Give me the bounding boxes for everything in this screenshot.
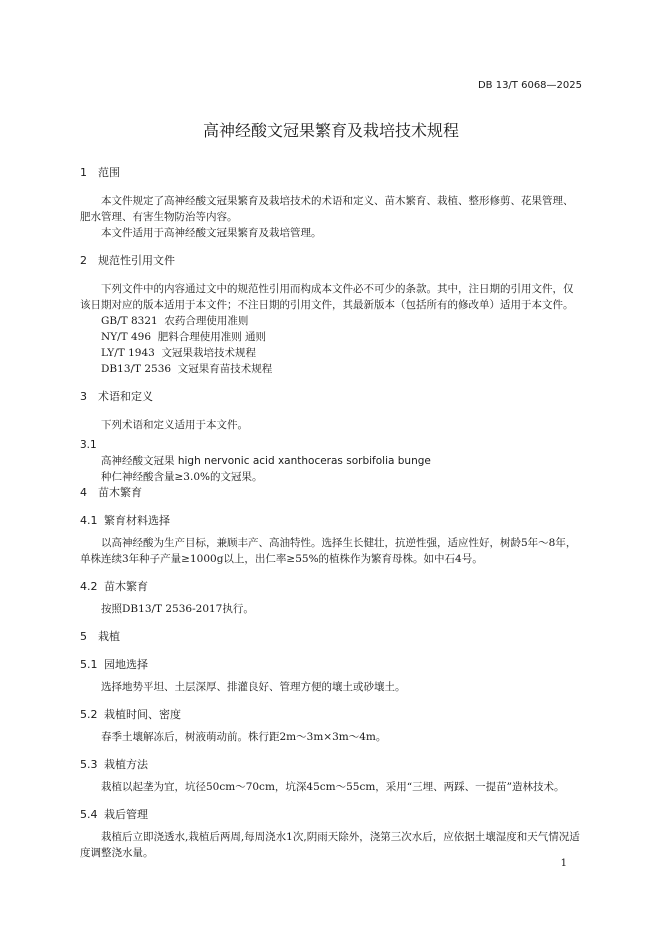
section-1-heading [80, 165, 582, 181]
subsection-5-4-heading [80, 807, 582, 823]
subsection-title: 繁育材料选择 [104, 514, 170, 527]
section-number: 3 [80, 390, 87, 403]
term-number: 3.1 [80, 439, 97, 451]
paragraph: 下列文件中的内容通过文中的规范性引用而构成本文件必不可少的条款。其中，注日期的引用文件，仅该日期对应的版本适用于本文件；不注日期的引用文件，其最新版本（包括所有的修改单）适用于本文件。 [80, 283, 574, 311]
paragraph: 栽植以起垄为宜，坑径50cm～70cm，坑深45cm～55cm，采用“三埋、两踩、一提苗”造林技术。 [101, 781, 565, 793]
paragraph: 下列术语和定义适用于本文件。 [101, 419, 248, 431]
paragraph: 春季土壤解冻后，树液萌动前。株行距2m～3m×3m～4m。 [101, 731, 387, 743]
subsection-number: 4.2 [80, 580, 98, 593]
subsection-title: 栽植时间、密度 [104, 708, 181, 721]
paragraph: 本文件规定了高神经酸文冠果繁育及栽培技术的术语和定义、苗木繁育、栽植、整形修剪、花果管理、肥水管理、有害生物防治等内容。 [80, 195, 574, 223]
subsection-number: 5.1 [80, 658, 98, 671]
section-title: 规范性引用文件 [98, 254, 175, 267]
subsection-title: 栽植方法 [104, 758, 148, 771]
section-3-heading [80, 389, 582, 405]
section-5-heading [80, 629, 582, 645]
subsection-number: 5.2 [80, 708, 98, 721]
section-number: 2 [80, 254, 87, 267]
subsection-5-3-heading [80, 757, 582, 773]
paragraph: 以高神经酸为生产目标，兼顾丰产、高油特性。选择生长健壮，抗逆性强，适应性好，树龄5年～8年，单株连续3年种子产量≥1000g以上，出仁率≥55%的植株作为繁育母株。如中石4号。 [80, 537, 577, 565]
paragraph: 本文件适用于高神经酸文冠果繁育及栽培管理。 [101, 227, 322, 239]
section-2-heading [80, 253, 582, 269]
subsection-4-1-heading [80, 513, 582, 529]
reference-item: GB/T 8321 农药合理使用准则 [101, 315, 249, 327]
section-4-heading [80, 485, 582, 501]
subsection-title: 园地选择 [104, 658, 148, 671]
page-title: 高神经酸文冠果繁育及栽培技术规程 [202, 121, 459, 140]
reference-item: NY/T 496 肥料合理使用准则 通则 [101, 331, 267, 343]
subsection-number: 5.4 [80, 808, 98, 821]
section-title: 苗木繁育 [98, 486, 142, 499]
section-title: 术语和定义 [98, 390, 153, 403]
term-definition: 种仁神经酸含量≥3.0%的文冠果。 [101, 471, 263, 483]
paragraph: 按照DB13/T 2536-2017执行。 [101, 603, 254, 615]
reference-item: LY/T 1943 文冠果栽培技术规程 [101, 347, 257, 359]
subsection-number: 5.3 [80, 758, 98, 771]
section-number: 5 [80, 630, 87, 643]
section-title: 栽植 [98, 630, 120, 643]
section-title: 范围 [98, 166, 120, 179]
subsection-number: 4.1 [80, 514, 98, 527]
section-number: 1 [80, 166, 87, 179]
doc-code: DB 13/T 6068—2025 [477, 80, 582, 91]
subsection-title: 苗木繁育 [104, 580, 148, 593]
reference-item: DB13/T 2536 文冠果育苗技术规程 [101, 363, 273, 375]
subsection-5-1-heading [80, 657, 582, 673]
subsection-5-2-heading [80, 707, 582, 723]
page-number: 1 [560, 858, 567, 869]
term-name: 高神经酸文冠果 high nervonic acid xanthoceras sorbifolia bunge [101, 455, 431, 467]
paragraph: 选择地势平坦、土层深厚、排灌良好、管理方便的壤土或砂壤土。 [101, 681, 406, 693]
paragraph: 栽植后立即浇透水,栽植后两周,每周浇水1次,阴雨天除外，浇第三次水后，应依据土壤湿度和天气情况适度调整浇水量。 [80, 831, 580, 859]
section-number: 4 [80, 486, 87, 499]
subsection-4-2-heading [80, 579, 582, 595]
document-body [80, 165, 582, 861]
subsection-title: 栽后管理 [104, 808, 148, 821]
